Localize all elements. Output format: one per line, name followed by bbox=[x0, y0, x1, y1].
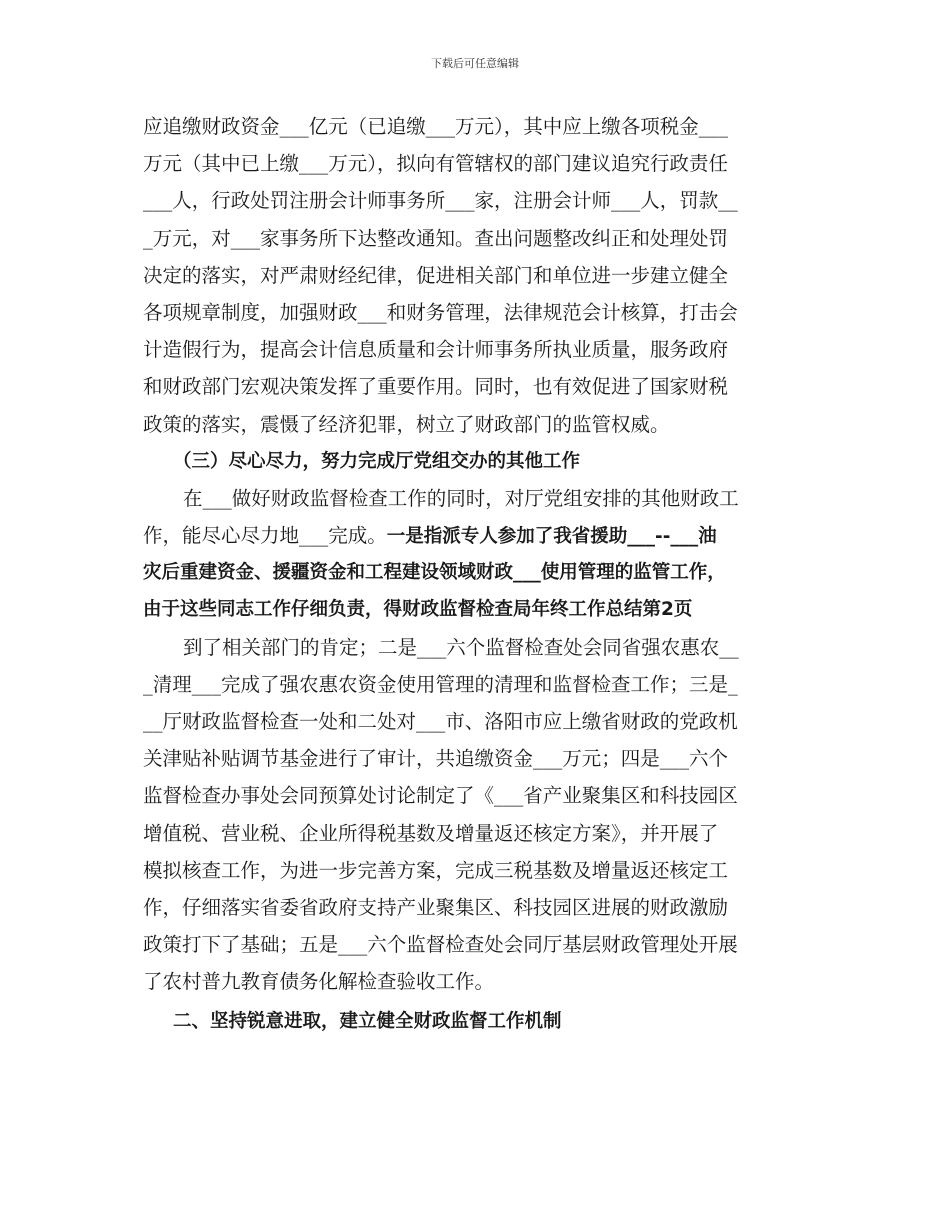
paragraph-line: 各项规章制度，加强财政___和财务管理，法律规范会计核算，打击会 bbox=[143, 300, 738, 324]
paragraph-line: _清理___完成了强农惠农资金使用管理的清理和监督检查工作；三是_ bbox=[143, 672, 738, 696]
paragraph-line: 决定的落实，对严肃财经纪律，促进相关部门和单位进一步建立健全 bbox=[143, 263, 729, 287]
paragraph-line-mixed bbox=[143, 517, 811, 554]
paragraph-line: 到了相关部门的肯定；二是___六个监督检查处会同省强农惠农__ bbox=[183, 635, 739, 659]
section-heading-2: 二、坚持锐意进取，建立健全财政监督工作机制 bbox=[173, 1010, 562, 1032]
paragraph-line: ___人，行政处罚注册会计师事务所___家，注册会计师___人，罚款__ bbox=[143, 189, 738, 213]
paragraph-line: 政策的落实，震慑了经济犯罪，树立了财政部门的监管权威。 bbox=[143, 412, 670, 436]
paragraph-line: _万元，对___家事务所下达整改通知。查出问题整改纠正和处理处罚 bbox=[143, 226, 729, 250]
paragraph-line: 监督检查办事处会同预算处讨论制定了《___省产业聚集区和科技园区 bbox=[143, 784, 738, 808]
document-body bbox=[143, 108, 811, 1040]
paragraph-line: 计造假行为，提高会计信息质量和会计师事务所执业质量，服务政府 bbox=[143, 338, 729, 362]
paragraph-line: 和财政部门宏观决策发挥了重要作用。同时，也有效促进了国家财税 bbox=[143, 375, 729, 399]
bold-text: 一是指派专人参加了我省援助___--___油 bbox=[386, 526, 717, 548]
paragraph-line: 万元（其中已上缴___万元），拟向有管辖权的部门建议追究行政责任 bbox=[143, 152, 729, 176]
paragraph-line: 关津贴补贴调节基金进行了审计，共追缴资金___万元；四是___六个 bbox=[143, 747, 729, 771]
paragraph-line: 在___做好财政监督检查工作的同时，对厅党组安排的其他财政工 bbox=[183, 486, 739, 510]
paragraph-line: 应追缴财政资金___亿元（已追缴___万元），其中应上缴各项税金___ bbox=[143, 115, 729, 138]
page-header: 下载后可任意编辑 bbox=[431, 57, 519, 70]
normal-text: 作，能尽心尽力地___完成。 bbox=[143, 524, 387, 548]
paragraph-line: 增值税、营业税、企业所得税基数及增量返还核定方案》，并开展了 bbox=[143, 821, 719, 845]
paragraph-line: 政策打下了基础；五是___六个监督检查处会同厅基层财政管理处开展 bbox=[143, 933, 738, 957]
bold-paragraph-line: 由于这些同志工作仔细负责，得财政监督检查局年终工作总结第2页 bbox=[143, 599, 693, 621]
paragraph-line: __厅财政监督检查一处和二处对___市、洛阳市应上缴省财政的党政机 bbox=[143, 710, 738, 733]
section-heading-3: （三）尽心尽力，努力完成厅党组交办的其他工作 bbox=[173, 450, 581, 472]
paragraph-line: 了农村普九教育债务化解检查验收工作。 bbox=[143, 970, 495, 994]
paragraph-line: 模拟核查工作，为进一步完善方案，完成三税基数及增量返还核定工 bbox=[143, 858, 729, 882]
bold-paragraph-line: 灾后重建资金、援疆资金和工程建设领域财政___使用管理的监管工作， bbox=[143, 562, 726, 584]
paragraph-line: 作，仔细落实省委省政府支持产业聚集区、科技园区进展的财政激励 bbox=[143, 895, 729, 919]
